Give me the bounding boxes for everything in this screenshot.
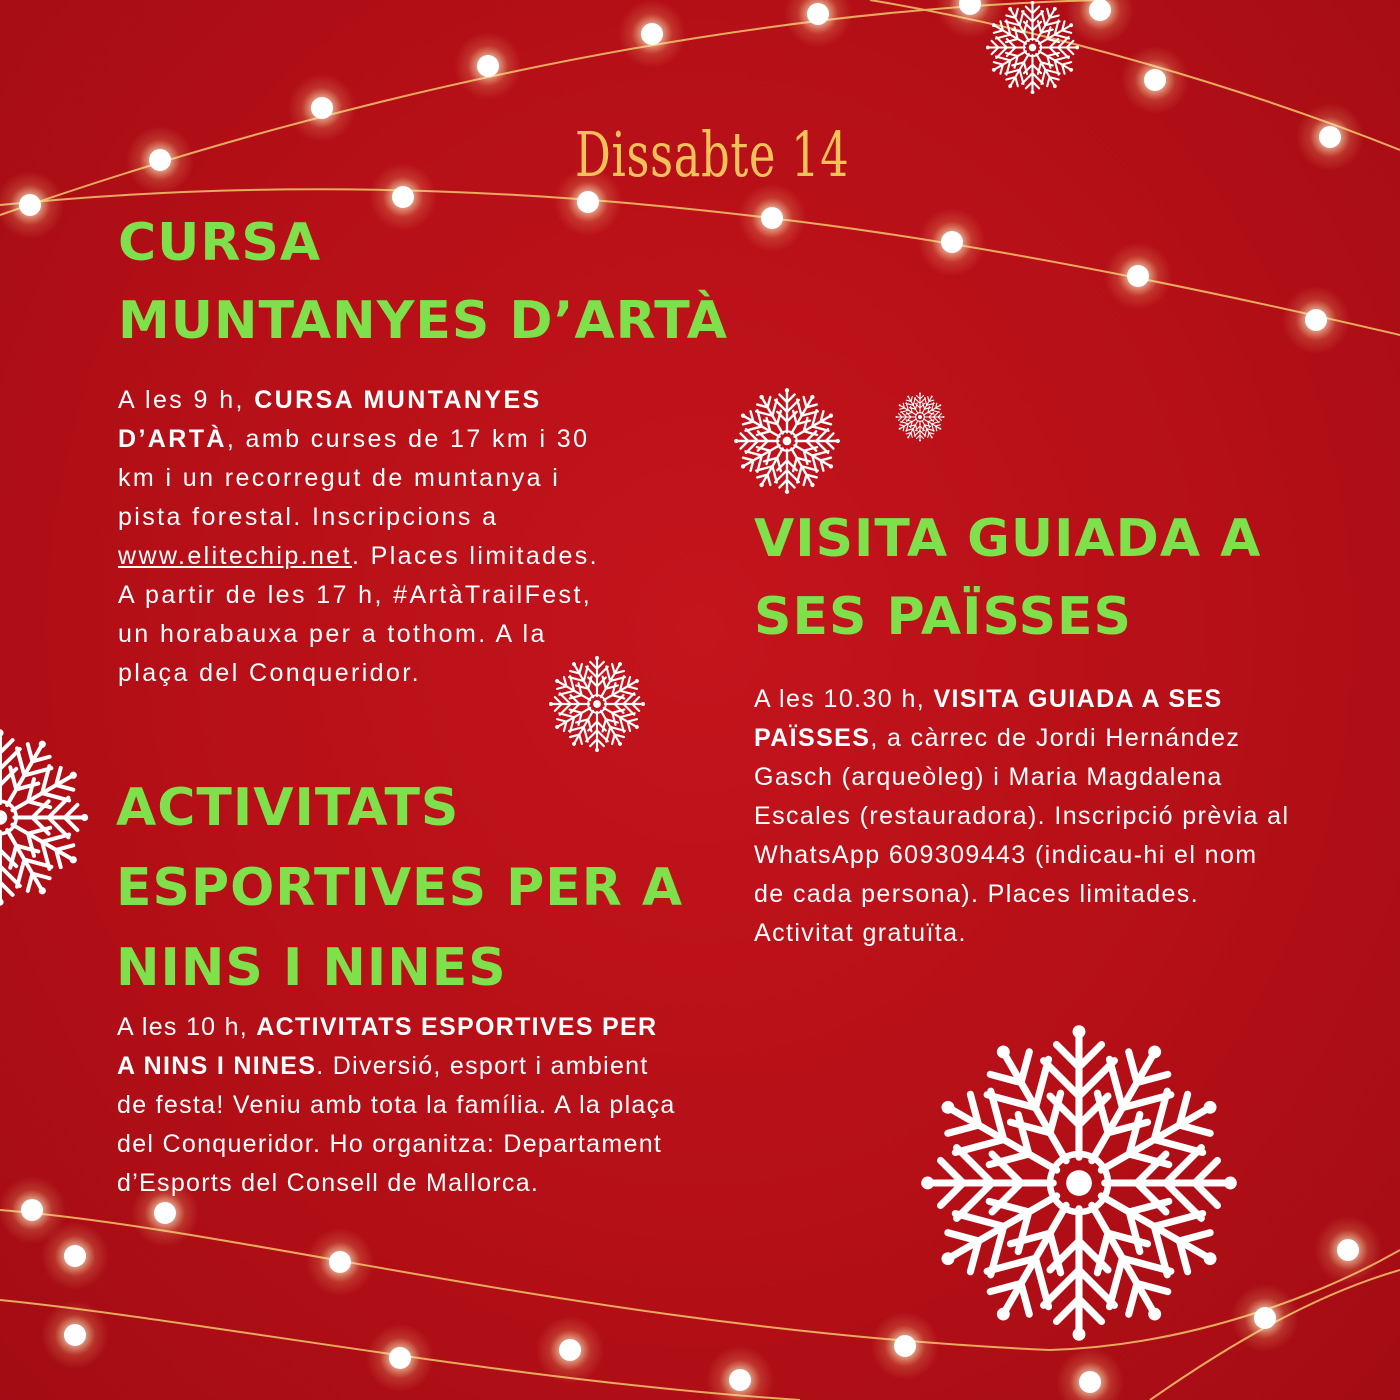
cursa-text-1: A les 9 h,: [118, 386, 255, 414]
visita-text-1: A les 10.30 h,: [754, 685, 934, 713]
light-bulb: [807, 3, 829, 25]
light-bulb: [1079, 1371, 1101, 1393]
light-bulb: [21, 1199, 43, 1221]
cursa-heading: [118, 204, 728, 360]
visita-heading-line2: SES PAÏSSES: [754, 587, 1132, 647]
visita-text-2: , a càrrec de Jordi Hernández Gasch (arqueòleg) i Maria Magdalena Escales (restauradora). Inscripció prèvia al WhatsApp 609309443 (indicau-hi el nom de cada persona). Places limitades. Activitat gratuïta.: [754, 724, 1290, 947]
cursa-description: [118, 381, 618, 693]
light-bulb: [389, 1347, 411, 1369]
light-bulb: [1319, 126, 1341, 148]
light-bulb: [1337, 1239, 1359, 1261]
activitats-heading: [116, 768, 683, 1008]
snowflake-icon: [733, 387, 841, 495]
date-title: Dissabte 14: [575, 118, 850, 191]
cursa-text-2: , amb curses de 17 km i 30 km i un recorregut de muntanya i pista forestal. Inscripcions a: [118, 425, 590, 531]
light-bulb: [761, 207, 783, 229]
activitats-heading-line1: ACTIVITATS: [116, 778, 460, 838]
activitats-description: [117, 1008, 677, 1203]
activitats-text-1: A les 10 h,: [117, 1013, 257, 1041]
light-bulb: [477, 55, 499, 77]
snowflake-icon: [0, 725, 90, 910]
light-bulb: [64, 1324, 86, 1346]
snowflake-icon: [895, 392, 945, 442]
cursa-heading-line1: CURSA: [118, 213, 322, 273]
light-bulb: [19, 194, 41, 216]
light-bulb: [1144, 69, 1166, 91]
cursa-bold: CURSA MUNTANYES D’ARTÀ: [118, 386, 542, 453]
activitats-heading-line2: ESPORTIVES PER A: [116, 858, 684, 918]
snowflake-icon: [918, 1022, 1240, 1344]
activitats-heading-line3: NINS I NINES: [116, 938, 507, 998]
snowflake-icon: [985, 0, 1080, 95]
light-bulb: [1127, 265, 1149, 287]
activitats-bold: ACTIVITATS ESPORTIVES PER A NINS I NINES: [117, 1013, 658, 1080]
cursa-heading-line2: MUNTANYES D’ARTÀ: [118, 291, 728, 351]
activitats-text-2: . Diversió, esport i ambient de festa! Veniu amb tota la família. A la plaça del Conqueridor. Ho organitza: Departament d’Esports del Consell de Mallorca.: [117, 1052, 676, 1197]
visita-heading: [754, 500, 1261, 656]
light-bulb: [1254, 1307, 1276, 1329]
light-bulb: [311, 97, 333, 119]
light-bulb: [64, 1245, 86, 1267]
light-bulb: [329, 1251, 351, 1273]
visita-description: [754, 680, 1294, 953]
cursa-text-3: . Places limitades. A partir de les 17 h, #ArtàTrailFest, un horabauxa per a tothom. A la plaça del Conqueridor.: [118, 542, 600, 687]
light-bulb: [641, 23, 663, 45]
light-bulb: [941, 231, 963, 253]
light-bulb: [894, 1335, 916, 1357]
visita-bold: VISITA GUIADA A SES PAÏSSES: [754, 685, 1223, 752]
snowflake-icon: [548, 655, 646, 753]
light-bulb: [154, 1202, 176, 1224]
light-bulb: [1089, 0, 1111, 21]
elitechip-link[interactable]: www.elitechip.net: [118, 542, 352, 570]
visita-heading-line1: VISITA GUIADA A: [754, 509, 1262, 569]
light-bulb: [729, 1369, 751, 1391]
light-bulb: [1305, 309, 1327, 331]
light-bulb: [559, 1339, 581, 1361]
light-bulb: [149, 149, 171, 171]
